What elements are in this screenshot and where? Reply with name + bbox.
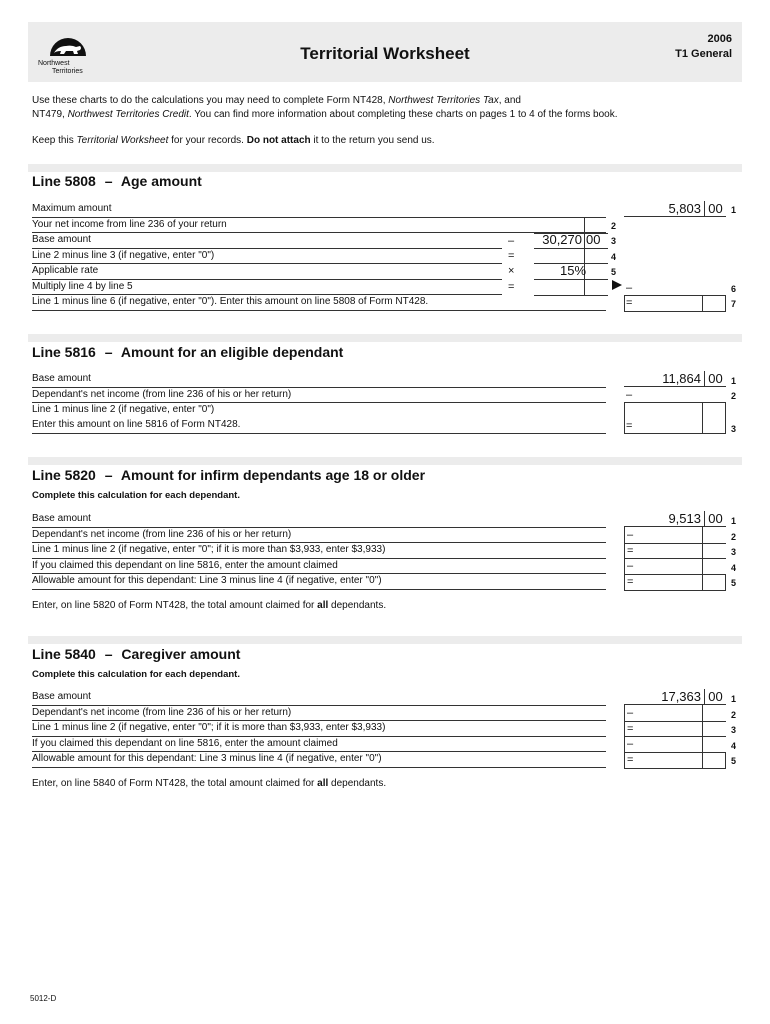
minus-sign: – (627, 560, 634, 572)
column-rule (624, 721, 726, 722)
note-text: Enter, on line 5840 of Form NT428, the total amount claimed for (32, 778, 318, 789)
amount-cents: 00 (704, 511, 726, 526)
line-number: 6 (731, 284, 737, 294)
arrow-right-icon (612, 280, 622, 290)
amount-cents: 00 (704, 371, 726, 386)
intro-text: Do not attach (246, 135, 311, 146)
cents-divider (702, 752, 703, 769)
equals-sign: = (627, 576, 634, 588)
result-box-line-7[interactable] (624, 295, 726, 312)
line-number: 5 (731, 578, 737, 588)
amount-line-1 (624, 201, 726, 217)
intro-text: Use these charts to do the calculations you may need to complete Form NT428, (32, 95, 389, 106)
intro-text: Northwest Territories Tax (388, 95, 499, 106)
cents-divider (702, 295, 703, 312)
minus-sign: – (627, 738, 634, 750)
row-label: If you claimed this dependant on line 5816, enter the amount claimed (32, 737, 606, 753)
section-subtitle: Complete this calculation for each dependant. (32, 490, 240, 501)
equals-sign: = (508, 281, 515, 293)
line-number: 2 (731, 710, 737, 720)
line-number: 1 (731, 694, 737, 704)
intro-text: . You can find more information about completing these charts on pages 1 to 4 of the forms book. (188, 109, 618, 120)
section-line: Line 5808 (32, 173, 96, 189)
note-text: dependants. (328, 600, 387, 611)
amount-dollars: 11,864 (662, 371, 701, 386)
line-number: 1 (731, 376, 737, 386)
column-rule (624, 543, 726, 544)
section-title: Caregiver amount (121, 646, 241, 662)
intro-text: Northwest Territories Credit (67, 109, 189, 120)
section-line: Line 5820 (32, 467, 96, 483)
row-label: Your net income from line 236 of your return (32, 218, 606, 234)
column-rule (534, 279, 608, 280)
equals-sign: = (627, 545, 634, 557)
equals-sign: = (627, 723, 634, 735)
column-rule (624, 527, 625, 574)
column-rule (624, 558, 726, 559)
tax-year: 2006 (707, 33, 732, 45)
note-text: dependants. (328, 778, 387, 789)
column-rule (534, 248, 608, 249)
line-number: 4 (731, 563, 737, 573)
row-label: Maximum amount (32, 202, 606, 218)
minus-sign: – (627, 529, 634, 541)
row-label: Base amount (32, 512, 606, 528)
minus-sign: – (627, 707, 634, 719)
line-number: 1 (731, 516, 737, 526)
row-label: Enter this amount on line 5816 of Form NT428. (32, 418, 606, 434)
line-number: 3 (731, 424, 737, 434)
amount-dollars: 5,803 (668, 201, 701, 216)
cents-divider (702, 705, 703, 752)
logo-text-line1: Northwest (38, 60, 70, 67)
section-heading-5840 (32, 646, 240, 662)
form-code: 5012-D (30, 994, 57, 1003)
equals-sign: = (508, 250, 515, 262)
row-label: Line 1 minus line 2 (if negative, enter "0"; if it is more than $3,933, enter $3,933) (32, 543, 606, 559)
applicable-rate: 15% (560, 263, 587, 278)
section-subtitle: Complete this calculation for each dependant. (32, 669, 240, 680)
row-label: Base amount (32, 690, 606, 706)
line-number: 3 (731, 547, 737, 557)
page-title: Territorial Worksheet (300, 44, 470, 63)
result-box-line-5[interactable] (624, 752, 726, 769)
form-name: T1 General (675, 48, 732, 60)
section-heading-5820 (32, 467, 425, 483)
line-number: 4 (731, 741, 737, 751)
result-box-line-3[interactable] (624, 402, 726, 434)
line-number: 5 (611, 267, 617, 277)
minus-sign: – (626, 389, 633, 401)
equals-sign: = (626, 420, 633, 432)
line-number: 1 (731, 205, 737, 215)
row-label: Applicable rate (32, 264, 502, 280)
section-dash: – (104, 344, 113, 360)
line-number: 2 (611, 221, 617, 231)
line-number: 3 (731, 725, 737, 735)
section-band-5816 (28, 334, 742, 342)
logo-text-line2: Territories (52, 68, 83, 75)
times-sign: × (508, 265, 515, 277)
column-rule (534, 295, 608, 296)
section-title: Age amount (120, 173, 202, 189)
row-label: Line 2 minus line 3 (if negative, enter "0") (32, 249, 502, 265)
line-number: 4 (611, 252, 617, 262)
minus-sign: – (508, 235, 515, 247)
section-dash: – (104, 467, 113, 483)
section-band-5820 (28, 457, 742, 465)
amount-dollars: 9,513 (668, 511, 701, 526)
line-number: 7 (731, 299, 737, 309)
minus-sign: – (626, 282, 633, 294)
section-dash: – (104, 173, 113, 189)
note-text: all (317, 778, 329, 789)
amount-cents: 00 (704, 201, 726, 216)
intro-text: for your records. (168, 135, 247, 146)
intro-text: , and (498, 95, 521, 106)
result-box-line-5[interactable] (624, 574, 726, 591)
row-label: Dependant's net income (from line 236 of his or her return) (32, 706, 606, 722)
row-label: Line 1 minus line 2 (if negative, enter "0") (32, 404, 215, 415)
section-note (32, 600, 386, 611)
row-label: Allowable amount for this dependant: Line 3 minus line 4 (if negative, enter "0") (32, 752, 606, 768)
row-label: If you claimed this dependant on line 5816, enter the amount claimed (32, 559, 606, 575)
amount-line-1 (624, 511, 726, 527)
base-amount-cents: 00 (586, 232, 601, 247)
row-label: Multiply line 4 by line 5 (32, 280, 502, 296)
section-heading-5808 (32, 173, 202, 189)
intro-paragraph-2 (32, 134, 732, 148)
section-line: Line 5816 (32, 344, 96, 360)
section-band-5840 (28, 636, 742, 644)
section-note (32, 778, 386, 789)
row-label: Dependant's net income (from line 236 of his or her return) (32, 528, 606, 544)
section-dash: – (104, 646, 113, 662)
section-title: Amount for an eligible dependant (120, 344, 344, 360)
section-line: Line 5840 (32, 646, 96, 662)
equals-sign: = (626, 297, 633, 309)
intro-text: NT479, (32, 109, 68, 120)
intro-text: it to the return you send us. (310, 135, 435, 146)
equals-sign: = (627, 754, 634, 766)
line-number: 2 (731, 532, 737, 542)
note-text: all (317, 600, 329, 611)
line-number: 3 (611, 236, 617, 246)
section-title: Amount for infirm dependants age 18 or older (120, 467, 426, 483)
amount-line-1 (624, 689, 726, 705)
line-number: 5 (731, 756, 737, 766)
row-label: Base amount (32, 233, 502, 249)
column-rule (624, 705, 625, 752)
line-number: 2 (731, 391, 737, 401)
section-heading-5816 (32, 344, 343, 360)
row-label: Allowable amount for this dependant: Line 3 minus line 4 (if negative, enter "0") (32, 574, 606, 590)
amount-cents: 00 (704, 689, 726, 704)
row-label: Line 1 minus line 6 (if negative, enter "0"). Enter this amount on line 5808 of Form NT428. (32, 295, 606, 311)
section-band-5808 (28, 164, 742, 172)
row-label: Base amount (32, 372, 606, 388)
row-label: Dependant's net income (from line 236 of his or her return) (32, 388, 606, 404)
row-label: Line 1 minus line 2 (if negative, enter "0"; if it is more than $3,933, enter $3,933) (32, 721, 606, 737)
base-amount-dollars: 30,270 (542, 232, 582, 247)
intro-text: Territorial Worksheet (76, 135, 169, 146)
intro-text: Keep this (32, 135, 77, 146)
column-rule (624, 736, 726, 737)
amount-line-1 (624, 371, 726, 387)
column-rule (584, 218, 585, 296)
cents-divider (702, 574, 703, 591)
cents-divider (702, 527, 703, 574)
cents-divider (702, 402, 703, 434)
amount-dollars: 17,363 (661, 689, 701, 704)
note-text: Enter, on line 5820 of Form NT428, the total amount claimed for (32, 600, 318, 611)
intro-paragraph-1 (32, 94, 732, 122)
